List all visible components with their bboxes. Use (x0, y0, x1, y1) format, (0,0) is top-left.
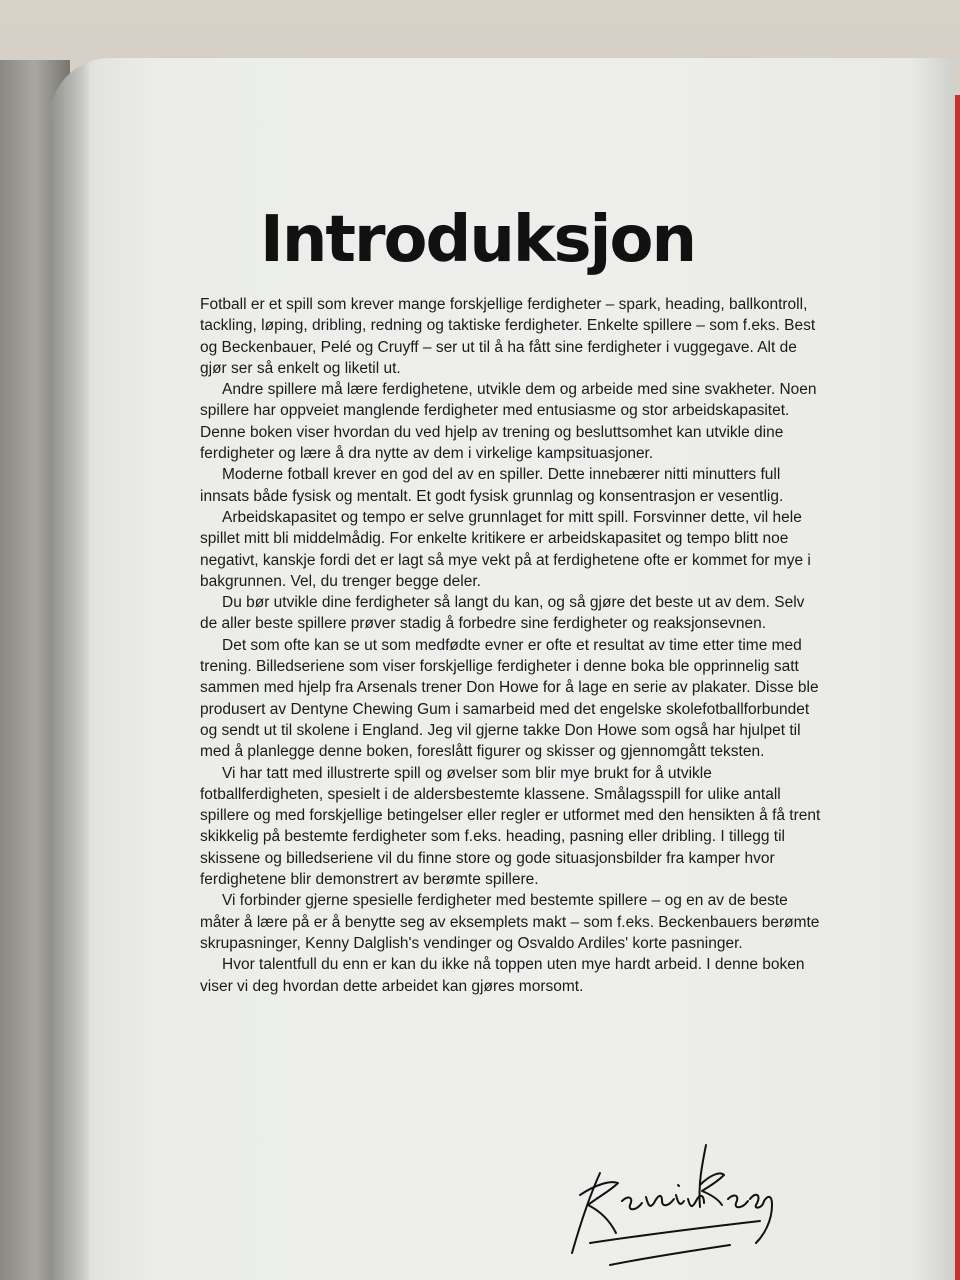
paragraph-5: Du bør utvikle dine ferdigheter så langt du kan, og så gjøre det beste ut av dem. Selv de aller beste spillere prøver stadig å forbedre sine ferdigheter og reaksjonsevnen. (200, 594, 805, 633)
paragraph-7: Vi har tatt med illustrerte spill og øvelser som blir mye brukt for å utvikle fotballferdigheten, spesielt i de aldersbestemte klassene. Smålagsspill for ulike antall spillere og med forskjellige betingelser eller regler er utformet med den hensikten å få trent skikkelig på bestemte ferdigheter som f.eks. heading, pasning eller dribling. I tillegg til skissene og billedseriene vil du finne store og gode situasjonsbilder fra kamper hvor ferdighetene blir demonstrert av berømte spillere. (200, 764, 821, 889)
paragraph-9: Hvor talentfull du enn er kan du ikke nå toppen uten mye hardt arbeid. I denne boken viser vi deg hvordan dette arbeidet kan gjøres morsomt. (200, 956, 805, 995)
paragraph-2: Andre spillere må lære ferdighetene, utvikle dem og arbeide med sine svakheter. Noen spillere har oppveiet manglende ferdigheter med entusiasme og stor arbeidskapasitet. Denne boken viser hvordan du ved hjelp av trening og besluttsomhet kan utvikle dine ferdigheter og lære å dra nytte av dem i virkelige kampsituasjoner. (200, 381, 817, 463)
book-page (50, 58, 955, 1280)
paragraph-6: Det som ofte kan se ut som medfødte evner er ofte et resultat av time etter time med trening. Billedseriene som viser forskjellige ferdigheter i denne boka ble opprinnelig satt sammen med hjelp fra Arsenals trener Don Howe for å lage en serie av plakater. Disse ble produsert av Dentyne Chewing Gum i samarbeid med det engelske skolefotballforbundet og sendt ut til skolene i England. Jeg vil gjerne takke Don Howe som også har hjulpet til med å planlegge denne boken, foreslått figurer og skisser og gjennomgått teksten. (200, 636, 819, 761)
paragraph-4: Arbeidskapasitet og tempo er selve grunnlaget for mitt spill. Forsvinner dette, vil hele spillet mitt bli middelmådig. For enkelte kritikere er arbeidskapasitet og tempo blitt noe negativt, kanskje fordi det er lagt så mye vekt på at ferdighetene ofte er kommet for mye i bakgrunnen. Vel, du trenger begge deler. (200, 508, 811, 590)
paragraph-3: Moderne fotball krever en god del av en spiller. Dette innebærer nitti minutters full innsats både fysisk og mentalt. Et godt fysisk grunnlag og konsentrasjon er vesentlig. (200, 466, 784, 505)
signature-image (550, 1125, 810, 1275)
paragraph-8: Vi forbinder gjerne spesielle ferdigheter med bestemte spillere – og en av de beste måter å lære på er å benytte seg av eksemplets makt – som f.eks. Beckenbauers berømte skrupasninger, Kenny Dalglish's vendinger og Osvaldo Ardiles' korte pasninger. (200, 892, 820, 952)
paragraph-1: Fotball er et spill som krever mange forskjellige ferdigheter – spark, heading, ballkontroll, tackling, løping, dribling, redning og taktiske ferdigheter. Enkelte spillere – som f.eks. Best og Beckenbauer, Pelé og Cruyff – ser ut til å ha fått sine ferdigheter i vuggegave. Alt de gjør ser så enkelt og liketil ut. (200, 296, 816, 377)
page-title: Introduksjon (260, 203, 695, 277)
page-content (200, 203, 825, 997)
page-gutter (50, 58, 90, 1280)
